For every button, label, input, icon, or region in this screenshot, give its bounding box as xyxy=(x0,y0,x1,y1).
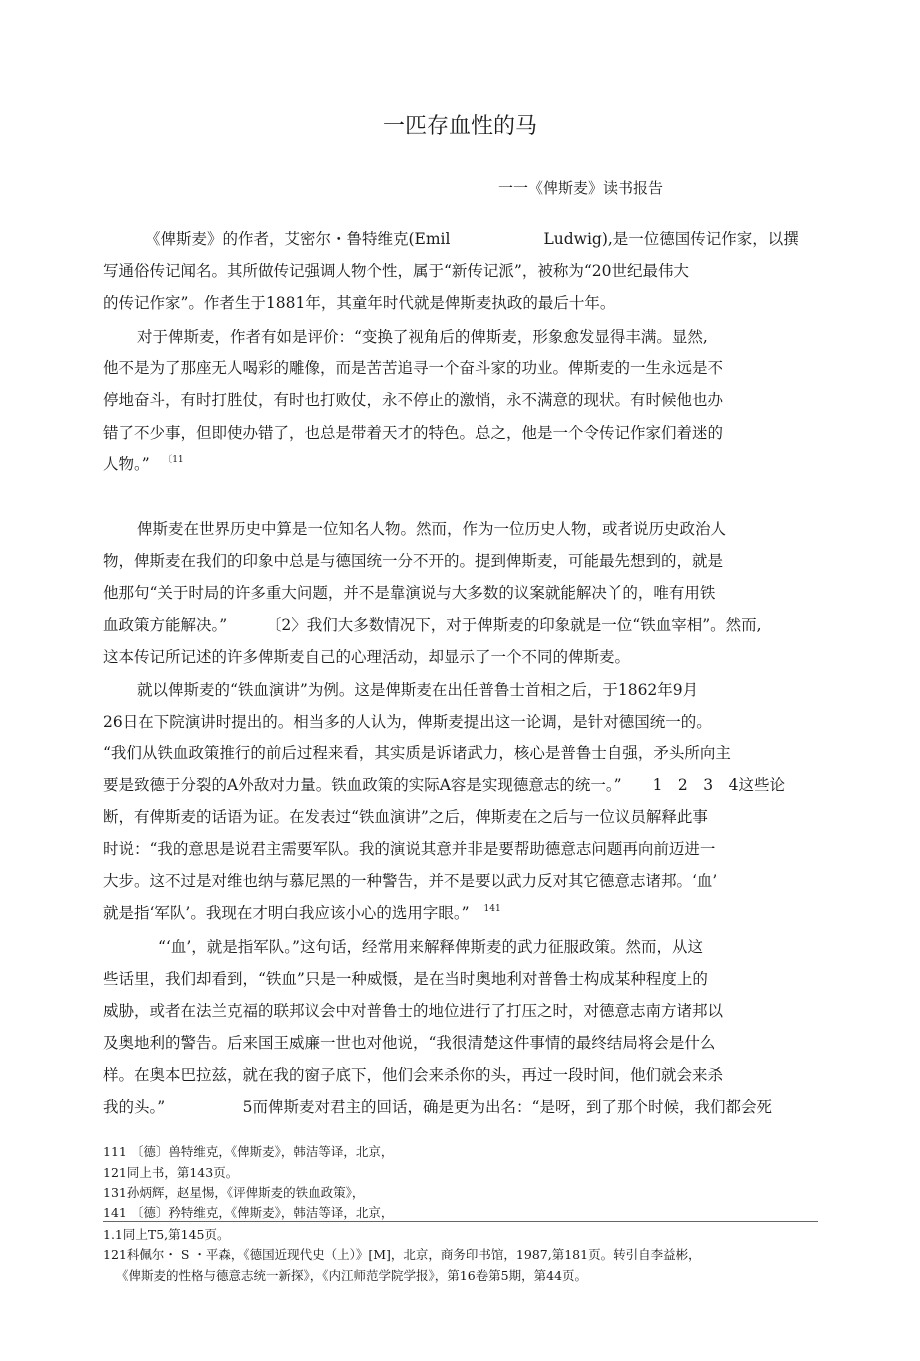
footnote-ref: 〔11 xyxy=(167,455,184,465)
body-line: 对于俾斯麦，作者有如是评价：“变换了视角后的俾斯麦，形象愈发显得丰满。显然, xyxy=(137,328,708,346)
body-line: 些话里，我们却看到，“铁血”只是一种威慑，是在当时奥地利对普鲁士构成某种程度上的 xyxy=(103,970,708,988)
body-line: 停地奋斗，有时打胜仗，有时也打败仗，永不停止的激悄，永不满意的现状。有时候他也办 xyxy=(103,391,724,409)
page-title: 一匹存血性的马 xyxy=(382,114,537,139)
body-line: 俾斯麦在世界历史中算是一位知名人物。然而，作为一位历史人物，或者说历史政治人 xyxy=(137,520,727,538)
body-line: “‘血’，就是指军队。”这句话，经常用来解释俾斯麦的武力征服政策。然而，从这 xyxy=(158,938,703,956)
body-line: 《俾斯麦》的作者，艾密尔・鲁特维克(Emil Ludwig),是一位德国传记作家，以撰 xyxy=(145,230,799,248)
body-line: 及奥地利的警告。后来国王威廉一世也对他说，“我很清楚这件事情的最终结局将会是什么 xyxy=(103,1034,716,1052)
body-line: 大步。这不过是对维也纳与慕尼黑的一种警告，并不是要以武力反对其它德意志诸邦。‘血’ xyxy=(103,872,718,890)
body-line: 的传记作家”。作者生于1881年，其童年时代就是俾斯麦执政的最后十年。 xyxy=(103,294,616,312)
footnote: 131孙炳辉，赵星惕，《评俾斯麦的铁血政策》， xyxy=(103,1185,365,1200)
body-line: 样。在奥本巴拉兹，就在我的窗子底下，他们会来杀你的头，再过一段时间，他们就会来杀 xyxy=(103,1066,724,1084)
body-line: 要是致德于分裂的A外敌对力量。铁血政策的实际A容是实现德意志的统一。” 1 2 3 4这些论 xyxy=(103,776,786,794)
body-line: 时说：“我的意思是说君主需要军队。我的演说其意并非是要帮助德意志问题再向前迈进一 xyxy=(103,840,716,858)
footnote: 121科佩尔・ S ・平森，《德国近现代史（上）》[M]，北京，商务印书馆，1987,第181页。转引自李益彬， xyxy=(103,1247,701,1262)
body-line: 他那句“关于时局的许多重大问题，并不是靠演说与大多数的议案就能解决丫的，唯有用铁 xyxy=(103,584,716,602)
page-subtitle: 一一《俾斯麦》读书报告 xyxy=(498,179,664,197)
footnote-ref: 141 xyxy=(483,904,501,914)
footnote: 141 〔德〕矜特维克，《俾斯麦》，韩洁等译，北京， xyxy=(103,1205,394,1220)
body-line: 物，俾斯麦在我们的印象中总是与德国统一分不开的。提到俾斯麦，可能最先想到的，就是 xyxy=(103,552,724,570)
body-line: 这本传记所记述的许多俾斯麦自己的心理活动，却显示了一个不同的俾斯麦。 xyxy=(103,648,631,666)
body-line: 错了不少事，但即使办错了，也总是带着天才的特色。总之，他是一个令传记作家们着迷的 xyxy=(103,424,724,442)
body-line: 血政策方能解决。” 〔2〉我们大多数情况下，对于俾斯麦的印象就是一位“铁血宰相”。然而, xyxy=(103,616,762,634)
body-line: 断，有俾斯麦的话语为证。在发表过“铁血演讲”之后，俾斯麦在之后与一位议员解释此事 xyxy=(103,808,708,826)
body-line: 写通俗传记闻名。其所做传记强调人物个性，属于“新传记派”，被称为“20世纪最伟大 xyxy=(103,262,689,280)
body-line: 威胁，或者在法兰克福的联邦议会中对普鲁士的地位进行了打压之时，对德意志南方诸邦以 xyxy=(103,1002,724,1020)
body-line: 我的头。” 5而俾斯麦对君主的回话，确是更为出名：“是呀，到了那个时候，我们都会死 xyxy=(103,1098,772,1116)
body-line: 就以俾斯麦的“铁血演讲”为例。这是俾斯麦在出任普鲁士首相之后，于1862年9月 xyxy=(137,681,699,699)
footnote-divider xyxy=(103,1221,818,1222)
body-line: 就是指‘军队’。我现在才明白我应该小心的选用字眼。” $^{141}$ xyxy=(103,904,501,922)
body-line: 他不是为了那座无人喝彩的雕像，而是苦苦追寻一个奋斗家的功业。俾斯麦的一生永远是不 xyxy=(103,359,724,377)
footnote: 111 〔德〕兽特维克，《俾斯麦》，韩洁等译，北京， xyxy=(103,1144,394,1159)
body-line: 26日在下院演讲时提出的。相当多的人认为，俾斯麦提出这一论调，是针对德国统一的。 xyxy=(103,713,712,731)
footnote: 1.1同上T5,第145页。 xyxy=(103,1227,230,1242)
footnote: 《俾斯麦的性格与德意志统一新探》，《内江师范学院学报》，第16卷第5期，第44页。 xyxy=(116,1268,588,1283)
footnote: 121同上书，第143页。 xyxy=(103,1165,239,1180)
body-line: “我们从铁血政策推行的前后过程来看，其实质是诉诸武力，核心是普鲁士自强，矛头所向主 xyxy=(103,744,731,762)
body-line: 人物。” $^{〔11}$ xyxy=(103,455,184,473)
